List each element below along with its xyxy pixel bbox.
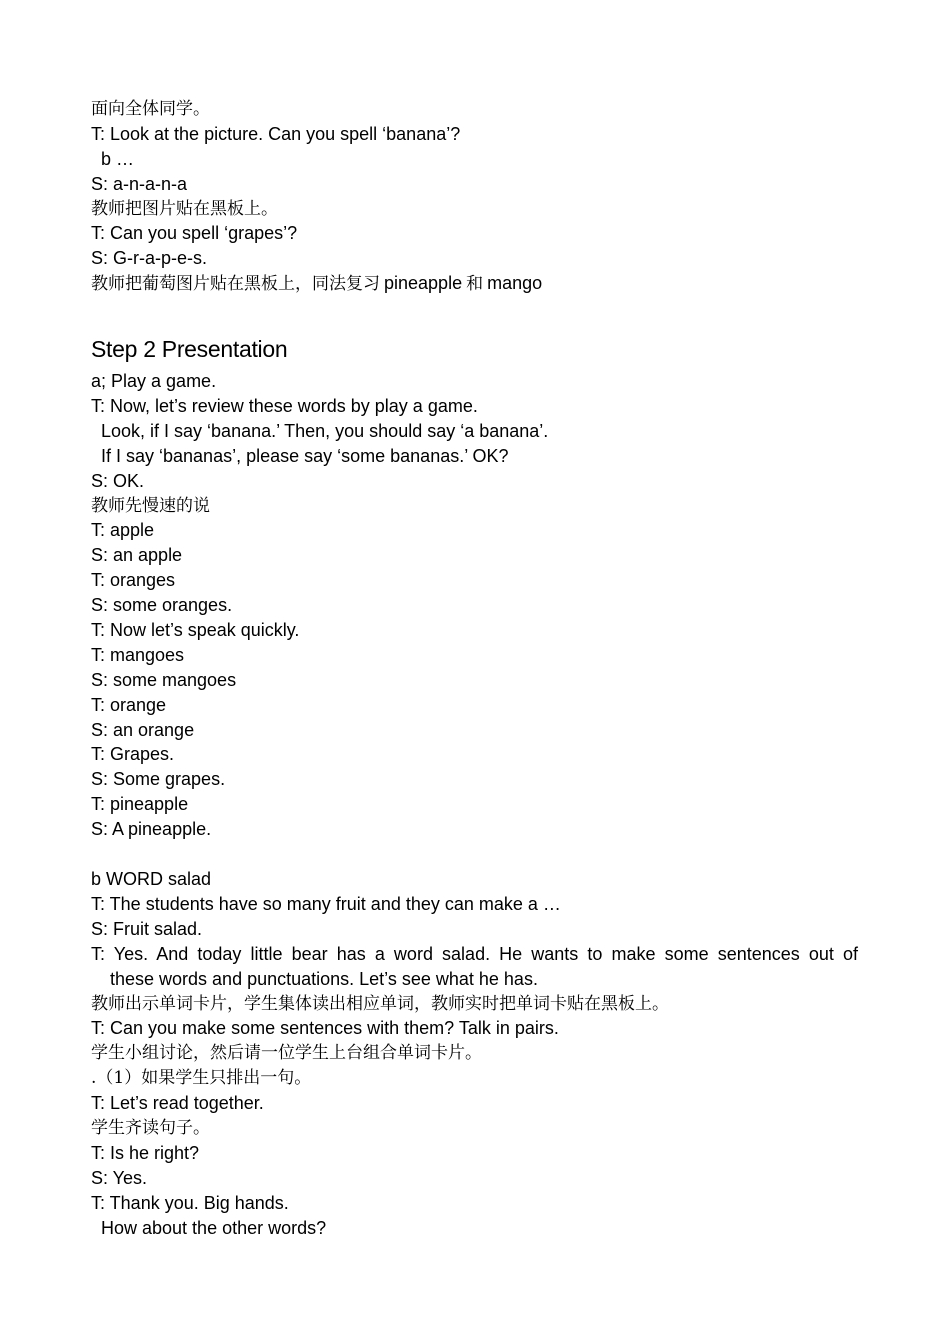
text-line: S: some mangoes (91, 669, 237, 690)
text-line: How about the other words? (101, 1217, 327, 1238)
text-line: 教师先慢速的说 (91, 495, 210, 516)
text-line: T: Is he right? (91, 1142, 200, 1163)
text-line: If I say ‘bananas’, please say ‘some bananas.’ OK? (101, 445, 509, 466)
text-line: S: a-n-a-n-a (91, 173, 188, 194)
text-line: 教师把图片贴在黑板上。 (91, 198, 278, 219)
text-line: T: Thank you. Big hands. (91, 1192, 289, 1213)
text-line: T: Now, let’s review these words by play a game. (91, 396, 478, 417)
text-line: S: Some grapes. (91, 769, 226, 790)
text-line: S: A pineapple. (91, 819, 212, 840)
text-line: S: G-r-a-p-e-s. (91, 248, 208, 269)
text-segment: 和 (466, 274, 484, 295)
subsection-title: a; Play a game. (91, 371, 217, 392)
text-line: 面向全体同学。 (91, 99, 210, 119)
subsection-title: b WORD salad (91, 869, 212, 890)
spacer (91, 842, 861, 867)
text-segment: pineapple (384, 273, 463, 294)
text-line: S: Yes. (91, 1167, 148, 1188)
text-line: Look, if I say ‘banana.’ Then, you should say ‘a banana’. (101, 420, 549, 441)
text-line: T: Look at the picture. Can you spell ‘banana’? (91, 123, 461, 144)
text-line: T: The students have so many fruit and they can make a … (91, 893, 561, 914)
text-segment: mango (487, 273, 543, 294)
text-line: T: orange (91, 694, 167, 715)
text-line: T: Can you spell ‘grapes’? (91, 223, 298, 244)
text-line: T: Grapes. (91, 744, 175, 765)
text-line: 学生小组讨论，然后请一位学生上台组合单词卡片。 (91, 1043, 482, 1064)
text-line: T: Now let’s speak quickly. (91, 620, 300, 641)
text-line: T: Yes. And today little bear has a word salad. He wants to make some sentences out of (91, 943, 858, 964)
text-line: .（1）如果学生只排出一句。 (91, 1068, 312, 1089)
text-line: T: apple (91, 520, 155, 541)
text-line: 教师出示单词卡片，学生集体读出相应单词，教师实时把单词卡贴在黑板上。 (91, 993, 669, 1014)
text-line: S: Fruit salad. (91, 918, 203, 939)
text-line: T: Can you make some sentences with them? Talk in pairs. (91, 1018, 559, 1039)
text-line: T: pineapple (91, 794, 189, 815)
text-line: S: some oranges. (91, 595, 233, 616)
text-line: S: an apple (91, 545, 183, 566)
text-line: T: oranges (91, 570, 176, 591)
section-heading: Step 2 Presentation (91, 336, 288, 363)
text-segment: 教师把葡萄图片贴在黑板上，同法复习 (91, 274, 380, 295)
text-line: S: an orange (91, 719, 195, 740)
text-line: T: Let’s read together. (91, 1093, 264, 1114)
text-line: b … (101, 148, 135, 169)
text-line: S: OK. (91, 470, 145, 491)
text-line (91, 271, 861, 296)
text-line: 学生齐读句子。 (91, 1117, 210, 1138)
document-page (91, 97, 861, 1240)
text-line: these words and punctuations. Let’s see what he has. (110, 968, 538, 989)
text-line: T: mangoes (91, 644, 185, 665)
